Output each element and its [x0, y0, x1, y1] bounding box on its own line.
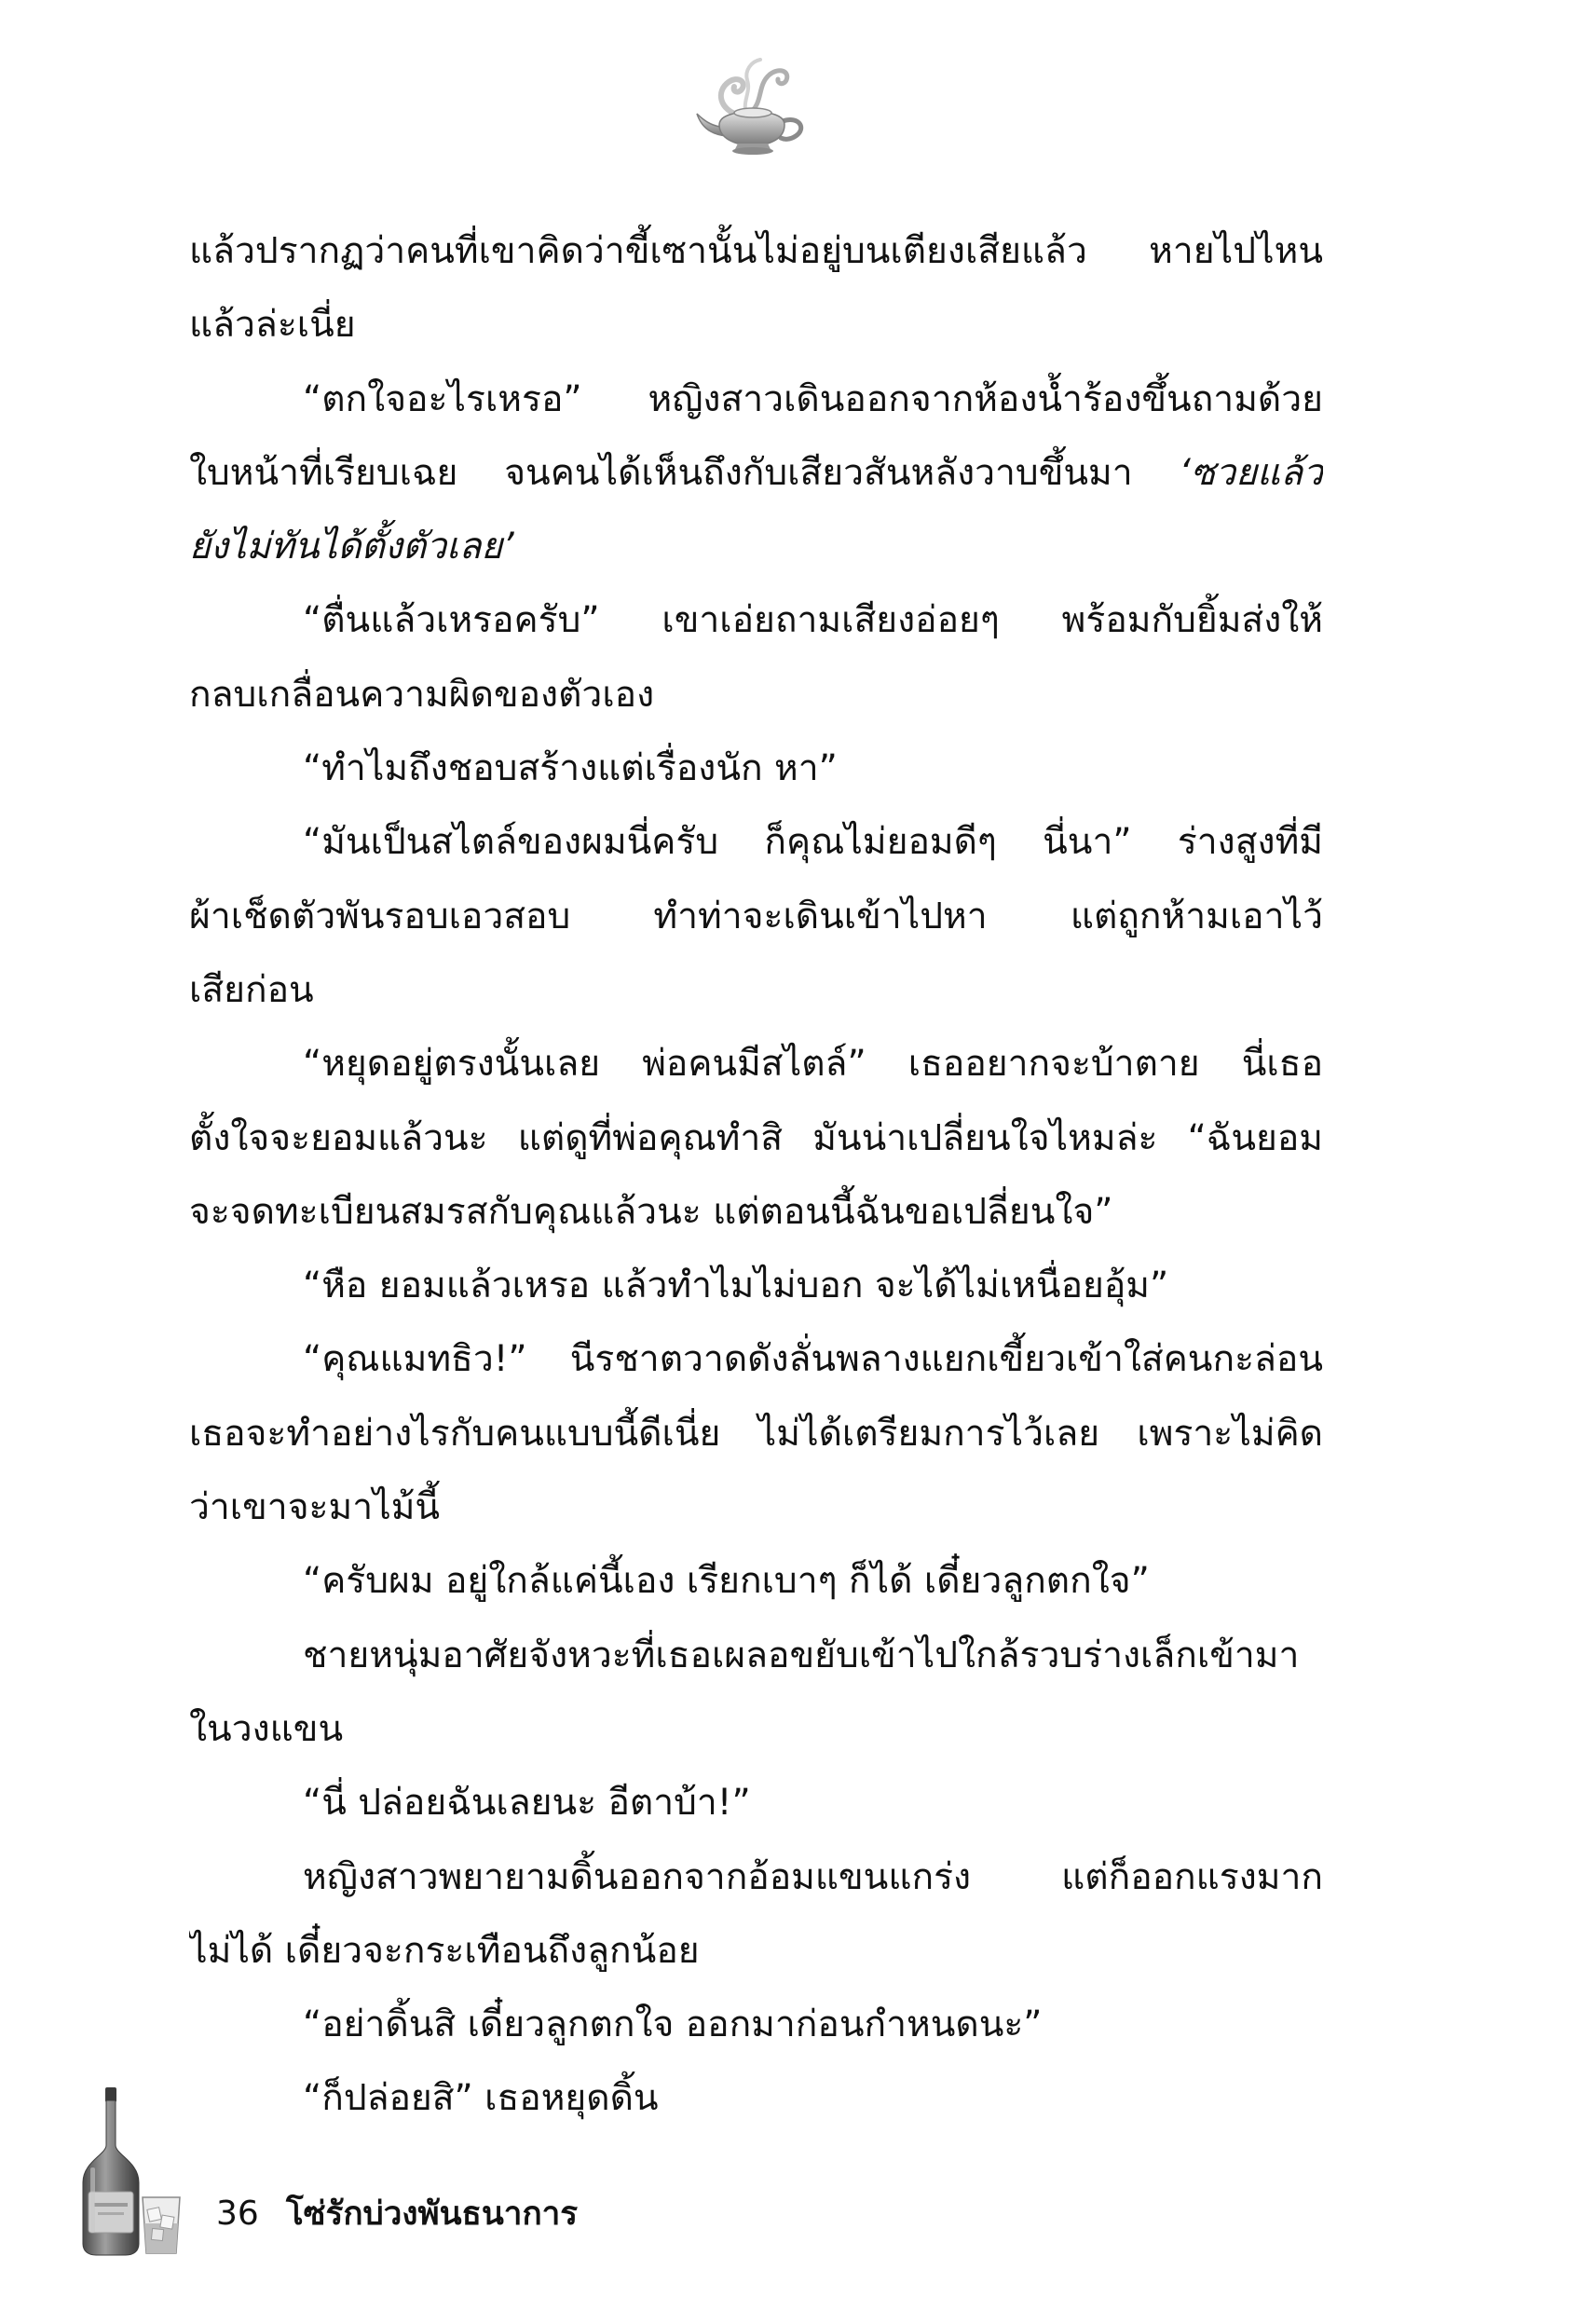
text-line: “หยุดอยู่ตรงนั้นเลย พ่อคนมีสไตล์” เธออยากจะบ้าตาย นี่เธอ: [303, 1043, 1323, 1086]
narration-text: ใบหน้าที่เรียบเฉย จนคนได้เห็นถึงกับเสียวสันหลังวาบขึ้นมา: [189, 451, 1133, 494]
text-line: เสียก่อน: [189, 968, 314, 1011]
text-line: “ครับผม อยู่ใกล้แค่นี้เอง เรียกเบาๆ ก็ได้ เดี๋ยวลูกตกใจ”: [303, 1560, 1150, 1603]
text-line: แล้วล่ะเนี่ย: [189, 304, 356, 347]
paragraph: [189, 1249, 1323, 1322]
text-line: “ทำไมถึงชอบสร้างแต่เรื่องนัก หา”: [303, 747, 838, 790]
text-line: จะจดทะเบียนสมรสกับคุณแล้วนะ แต่ตอนนี้ฉันขอเปลี่ยนใจ”: [189, 1190, 1113, 1233]
page-number: 36: [216, 2195, 259, 2233]
text-line: “อย่าดิ้นสิ เดี๋ยวลูกตกใจ ออกมาก่อนกำหนดนะ”: [303, 2003, 1043, 2046]
paragraph: [189, 362, 1323, 584]
paragraph: [189, 1322, 1323, 1544]
text-line: แล้วปรากฏว่าคนที่เขาคิดว่าขี้เซานั้นไม่อยู่บนเตียงเสียแล้ว หายไปไหน: [189, 230, 1323, 272]
text-line: “คุณแมทธิว!” นีรชาตวาดดังลั่นพลางแยกเขี้ยวเข้าใส่คนกะล่อน: [303, 1338, 1323, 1381]
paragraph: [189, 1988, 1323, 2061]
book-title: โซ่รักบ่วงพันธนาการ: [286, 2195, 579, 2233]
text-line: “ตื่นแล้วเหรอครับ” เขาเอ่ยถามเสียงอ่อยๆ พร้อมกับยิ้มส่งให้: [303, 599, 1323, 642]
text-line: กลบเกลื่อนความผิดของตัวเอง: [189, 673, 655, 716]
liquor-bottle-graphic: [79, 2087, 186, 2257]
text-line: “ก็ปล่อยสิ” เธอหยุดดิ้น: [303, 2077, 659, 2120]
text-line: [189, 436, 1323, 510]
text-line: ไม่ได้ เดี๋ยวจะกระเทือนถึงลูกน้อย: [189, 1929, 700, 1972]
paragraph: [189, 1619, 1323, 1767]
paragraph: [189, 1544, 1323, 1618]
inner-thought-text: ยังไม่ทันได้ตั้งตัวเลย’: [189, 526, 514, 568]
genie-lamp-icon: [691, 54, 812, 158]
text-line: “หือ ยอมแล้วเหรอ แล้วทำไมไม่บอก จะได้ไม่เหนื่อยอุ้ม”: [303, 1265, 1169, 1307]
text-line: ว่าเขาจะมาไม้นี้: [189, 1486, 441, 1529]
paragraph: [189, 732, 1323, 805]
text-line: ตั้งใจจะยอมแล้วนะ แต่ดูที่พ่อคุณทำสิ มันน่าเปลี่ยนใจไหมล่ะ “ฉันยอม: [189, 1116, 1323, 1159]
paragraph: [189, 583, 1323, 732]
text-line: ชายหนุ่มอาศัยจังหวะที่เธอเผลอขยับเข้าไปใกล้รวบร่างเล็กเข้ามา: [303, 1634, 1300, 1676]
text-line: ในวงแขน: [189, 1707, 344, 1750]
paragraph: [189, 805, 1323, 1027]
inner-thought-text: ‘ซวยแล้ว: [1179, 451, 1323, 494]
text-line: ผ้าเช็ดตัวพันรอบเอวสอบ ทำท่าจะเดินเข้าไปหา แต่ถูกห้ามเอาไว้: [189, 895, 1323, 937]
story-text: [189, 214, 1323, 2136]
paragraph: [189, 1840, 1323, 1989]
paragraph: [189, 214, 1323, 362]
text-line: [189, 510, 1323, 583]
text-line: เธอจะทำอย่างไรกับคนแบบนี้ดีเนี่ย ไม่ได้เตรียมการไว้เลย เพราะไม่คิด: [189, 1412, 1323, 1455]
liquor-bottle-icon: [79, 2087, 186, 2257]
text-line: “มันเป็นสไตล์ของผมนี่ครับ ก็คุณไม่ยอมดีๆ นี่นา” ร่างสูงที่มี: [303, 821, 1323, 864]
genie-lamp-graphic: [691, 54, 812, 158]
text-line: “ตกใจอะไรเหรอ” หญิงสาวเดินออกจากห้องน้ำร้องขึ้นถามด้วย: [303, 377, 1323, 420]
paragraph: [189, 1027, 1323, 1249]
text-line: หญิงสาวพยายามดิ้นออกจากอ้อมแขนแกร่ง แต่ก็ออกแรงมาก: [303, 1855, 1323, 1898]
paragraph: [189, 2061, 1323, 2135]
paragraph: [189, 1766, 1323, 1839]
text-line: “นี่ ปล่อยฉันเลยนะ อีตาบ้า!”: [303, 1782, 751, 1825]
